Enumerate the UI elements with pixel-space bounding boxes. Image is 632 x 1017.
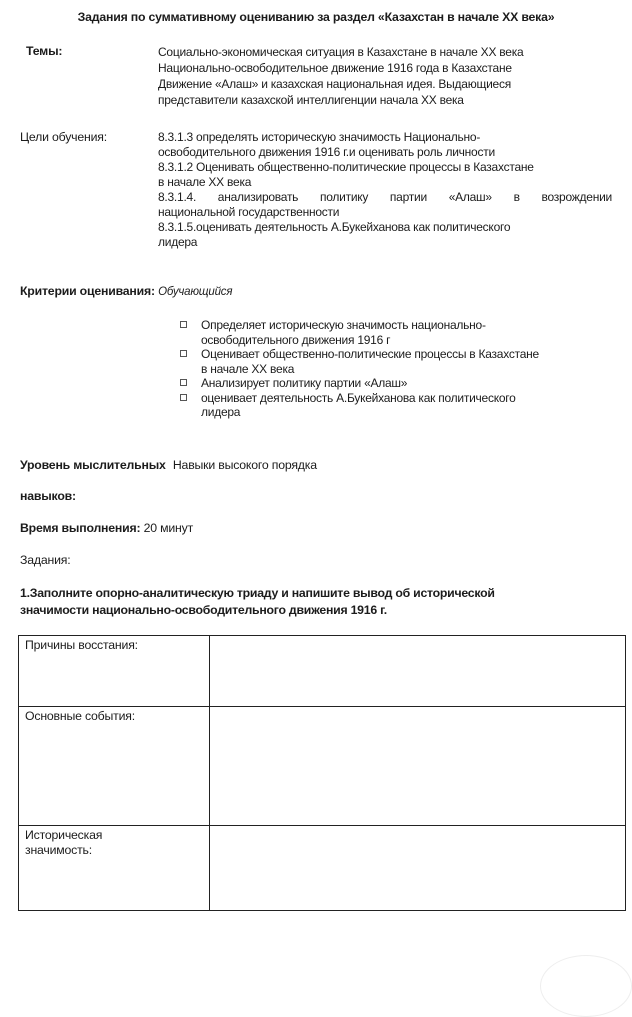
tasks-label: Задания: (20, 553, 71, 567)
table-row (19, 707, 626, 826)
thinking-level (20, 458, 317, 472)
topic-line: представители казахской интеллигенции начала XX века (158, 93, 464, 107)
topics-label: Темы: (26, 44, 63, 58)
criteria-item: Оценивает общественно-политические процессы в Казахстане в начале XX века (180, 347, 620, 376)
goal-line: 8.3.1.3 определять историческую значимость Национально- (158, 130, 481, 144)
time-row (20, 521, 193, 535)
table-row (19, 636, 626, 707)
thinking-label: Уровень мыслительных (20, 458, 166, 472)
topic-line: Социально-экономическая ситуация в Казахстане в начале XX века (158, 45, 524, 59)
significance-answer-cell[interactable] (210, 826, 626, 911)
significance-label: Историческая значимость: (19, 826, 210, 911)
criteria-label (20, 284, 232, 298)
checkbox-icon (180, 394, 187, 401)
thinking-label-cont: навыков: (20, 489, 76, 503)
thinking-value: Навыки высокого порядка (172, 458, 317, 472)
topics-text (158, 44, 612, 108)
task-1: 1.Заполните опорно-аналитическую триаду и напишите вывод об исторической значимости национально-освободительного движения 1916 г. (20, 586, 495, 617)
criteria-subject: Обучающийся (158, 286, 233, 298)
criteria-item: Анализирует политику партии «Алаш» (180, 376, 620, 391)
causes-answer-cell[interactable] (210, 636, 626, 707)
causes-label: Причины восстания: (19, 636, 210, 707)
time-label: Время выполнения: (20, 521, 141, 535)
page-title: Задания по суммативному оцениванию за раздел «Казахстан в начале XX века» (77, 10, 555, 24)
table-row (19, 826, 626, 911)
criteria-item: оценивает деятельность А.Букейханова как политического лидера (180, 391, 620, 420)
goal-line: лидера (158, 235, 198, 249)
events-label: Основные события: (19, 707, 210, 826)
goal-line: 8.3.1.2 Оценивать общественно-политические процессы в Казахстане (158, 160, 534, 174)
checkbox-icon (180, 321, 187, 328)
checkbox-icon (180, 379, 187, 386)
time-value: 20 минут (143, 521, 193, 535)
topic-line: Движение «Алаш» и казахская национальная идея. Выдающиеся (158, 77, 511, 91)
goal-line: 8.3.1.4. анализировать политику партии «Алаш» в возрождении (158, 190, 612, 204)
faint-watermark-arc (540, 955, 632, 1017)
goal-line: национальной государственности (158, 205, 340, 219)
goal-line: 8.3.1.5.оценивать деятельность А.Букейханова как политического (158, 220, 511, 234)
goal-line: освободительного движения 1916 г.и оценивать роль личности (158, 145, 495, 159)
criteria-item: Определяет историческую значимость национально- освободительного движения 1916 г (180, 318, 620, 347)
goals-text (158, 130, 612, 250)
checkbox-icon (180, 350, 187, 357)
criteria-label-text: Критерии оценивания: (20, 284, 155, 298)
events-answer-cell[interactable] (210, 707, 626, 826)
goal-line: в начале XX века (158, 175, 252, 189)
criteria-list (180, 318, 620, 420)
triad-table (18, 635, 626, 911)
goals-label: Цели обучения: (20, 130, 107, 144)
topic-line: Национально-освободительное движение 1916 года в Казахстане (158, 61, 512, 75)
